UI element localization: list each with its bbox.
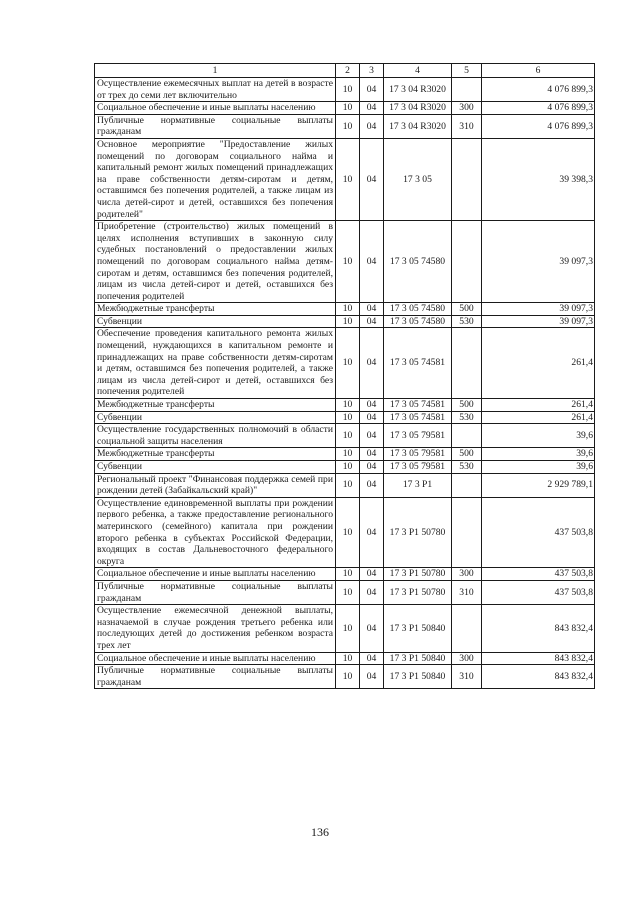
- row-description: Обеспечение проведения капитального ремонта жилых помещений, нуждающихся в капитальном ремонте и принадлежащих на праве собственности детям-сиротам и детям, оставшимся без попечения родителей, а также лицам из числа детей-сирот и детей, оставшихся без попечения родителей: [95, 328, 336, 399]
- row-expense-type: 300: [452, 652, 482, 665]
- row-target-article: 17 3 05 79581: [384, 424, 452, 448]
- row-expense-type: 500: [452, 448, 482, 461]
- row-expense-type: [452, 473, 482, 497]
- row-expense-type: [452, 221, 482, 303]
- row-target-article: 17 3 05 74580: [384, 315, 452, 328]
- row-expense-type: 310: [452, 114, 482, 138]
- row-subsection: 04: [360, 328, 384, 399]
- row-subsection: 04: [360, 580, 384, 604]
- table-row: [95, 652, 595, 665]
- row-description: Публичные нормативные социальные выплаты гражданам: [95, 665, 336, 689]
- row-section: 10: [336, 652, 360, 665]
- row-section: 10: [336, 473, 360, 497]
- row-expense-type: 300: [452, 102, 482, 115]
- row-amount: 39,6: [482, 424, 595, 448]
- header-cell: 1: [95, 64, 336, 78]
- row-amount: 39 097,3: [482, 221, 595, 303]
- row-target-article: 17 3 P1 50840: [384, 665, 452, 689]
- table-row: [95, 221, 595, 303]
- row-expense-type: [452, 78, 482, 102]
- row-expense-type: 310: [452, 580, 482, 604]
- page-number: 136: [311, 825, 329, 839]
- row-amount: 843 832,4: [482, 665, 595, 689]
- row-amount: 39 398,3: [482, 138, 595, 220]
- row-expense-type: 500: [452, 399, 482, 412]
- row-target-article: 17 3 04 R3020: [384, 102, 452, 115]
- table-row: [95, 448, 595, 461]
- row-amount: 39,6: [482, 448, 595, 461]
- row-section: 10: [336, 448, 360, 461]
- row-section: 10: [336, 138, 360, 220]
- row-subsection: 04: [360, 665, 384, 689]
- row-subsection: 04: [360, 652, 384, 665]
- row-subsection: 04: [360, 424, 384, 448]
- row-description: Субвенции: [95, 461, 336, 474]
- row-subsection: 04: [360, 78, 384, 102]
- row-amount: 2 929 789,1: [482, 473, 595, 497]
- table-row: [95, 102, 595, 115]
- row-amount: 261,4: [482, 399, 595, 412]
- row-subsection: 04: [360, 448, 384, 461]
- table-row: [95, 328, 595, 399]
- table-row: [95, 473, 595, 497]
- row-section: 10: [336, 102, 360, 115]
- row-target-article: 17 3 P1 50840: [384, 652, 452, 665]
- row-amount: 843 832,4: [482, 605, 595, 652]
- table-row: [95, 605, 595, 652]
- row-section: 10: [336, 568, 360, 581]
- row-target-article: 17 3 05 74581: [384, 328, 452, 399]
- row-description: Социальное обеспечение и иные выплаты населению: [95, 652, 336, 665]
- row-subsection: 04: [360, 315, 384, 328]
- row-amount: 4 076 899,3: [482, 114, 595, 138]
- row-section: 10: [336, 424, 360, 448]
- table-row: [95, 399, 595, 412]
- row-amount: 437 503,8: [482, 568, 595, 581]
- row-description: Субвенции: [95, 315, 336, 328]
- row-target-article: 17 3 P1 50840: [384, 605, 452, 652]
- row-amount: 39,6: [482, 461, 595, 474]
- budget-table: [94, 63, 595, 689]
- table-row: [95, 411, 595, 424]
- row-description: Межбюджетные трансферты: [95, 399, 336, 412]
- row-subsection: 04: [360, 473, 384, 497]
- row-target-article: 17 3 05 79581: [384, 448, 452, 461]
- row-target-article: 17 3 05 74580: [384, 303, 452, 316]
- row-section: 10: [336, 221, 360, 303]
- row-description: Осуществление единовременной выплаты при рождении первого ребенка, а также предоставление регионального материнского (семейного) капитала при рождении второго ребенка в субъектах Российской Федерации, входящих в состав Дальневосточного федерального округа: [95, 497, 336, 568]
- row-target-article: 17 3 04 R3020: [384, 78, 452, 102]
- row-expense-type: [452, 424, 482, 448]
- row-amount: 39 097,3: [482, 315, 595, 328]
- row-description: Публичные нормативные социальные выплаты гражданам: [95, 114, 336, 138]
- table-row: [95, 497, 595, 568]
- row-target-article: 17 3 05: [384, 138, 452, 220]
- row-description: Осуществление ежемесячных выплат на детей в возрасте от трех до семи лет включительно: [95, 78, 336, 102]
- row-expense-type: [452, 138, 482, 220]
- table-row: [95, 114, 595, 138]
- row-section: 10: [336, 461, 360, 474]
- table-row: [95, 424, 595, 448]
- header-cell: 2: [336, 64, 360, 78]
- row-description: Межбюджетные трансферты: [95, 448, 336, 461]
- row-description: Осуществление государственных полномочий в области социальной защиты населения: [95, 424, 336, 448]
- table-row: [95, 580, 595, 604]
- row-target-article: 17 3 P1 50780: [384, 580, 452, 604]
- row-expense-type: 300: [452, 568, 482, 581]
- table-row: [95, 315, 595, 328]
- table-row: [95, 78, 595, 102]
- row-section: 10: [336, 303, 360, 316]
- row-expense-type: 310: [452, 665, 482, 689]
- row-subsection: 04: [360, 138, 384, 220]
- row-section: 10: [336, 497, 360, 568]
- table-row: [95, 568, 595, 581]
- row-expense-type: 500: [452, 303, 482, 316]
- row-section: 10: [336, 315, 360, 328]
- row-target-article: 17 3 P1 50780: [384, 568, 452, 581]
- row-section: 10: [336, 399, 360, 412]
- table-row: [95, 665, 595, 689]
- row-section: 10: [336, 580, 360, 604]
- row-expense-type: [452, 328, 482, 399]
- row-expense-type: 530: [452, 315, 482, 328]
- row-target-article: 17 3 05 74580: [384, 221, 452, 303]
- row-section: 10: [336, 605, 360, 652]
- row-subsection: 04: [360, 605, 384, 652]
- row-description: Социальное обеспечение и иные выплаты населению: [95, 102, 336, 115]
- row-amount: 261,4: [482, 411, 595, 424]
- row-subsection: 04: [360, 461, 384, 474]
- row-amount: 39 097,3: [482, 303, 595, 316]
- row-description: Публичные нормативные социальные выплаты гражданам: [95, 580, 336, 604]
- row-description: Межбюджетные трансферты: [95, 303, 336, 316]
- row-expense-type: 530: [452, 461, 482, 474]
- row-amount: 843 832,4: [482, 652, 595, 665]
- row-expense-type: [452, 605, 482, 652]
- row-subsection: 04: [360, 303, 384, 316]
- row-expense-type: [452, 497, 482, 568]
- row-target-article: 17 3 P1: [384, 473, 452, 497]
- row-subsection: 04: [360, 568, 384, 581]
- row-target-article: 17 3 05 74581: [384, 411, 452, 424]
- table-body: [95, 64, 595, 689]
- row-subsection: 04: [360, 114, 384, 138]
- header-cell: 4: [384, 64, 452, 78]
- row-section: 10: [336, 78, 360, 102]
- row-description: Субвенции: [95, 411, 336, 424]
- table-header-row: [95, 64, 595, 78]
- header-cell: 5: [452, 64, 482, 78]
- table-row: [95, 138, 595, 220]
- row-subsection: 04: [360, 221, 384, 303]
- row-description: Осуществление ежемесячной денежной выплаты, назначаемой в случае рождения третьего ребенка или последующих детей до достижения ребенком возраста трех лет: [95, 605, 336, 652]
- row-amount: 4 076 899,3: [482, 102, 595, 115]
- row-amount: 261,4: [482, 328, 595, 399]
- row-subsection: 04: [360, 411, 384, 424]
- header-cell: 3: [360, 64, 384, 78]
- row-subsection: 04: [360, 102, 384, 115]
- row-section: 10: [336, 411, 360, 424]
- row-subsection: 04: [360, 399, 384, 412]
- row-amount: 437 503,8: [482, 580, 595, 604]
- header-cell: 6: [482, 64, 595, 78]
- table-row: [95, 461, 595, 474]
- row-amount: 437 503,8: [482, 497, 595, 568]
- row-description: Социальное обеспечение и иные выплаты населению: [95, 568, 336, 581]
- row-target-article: 17 3 05 79581: [384, 461, 452, 474]
- row-description: Приобретение (строительство) жилых помещений в целях исполнения вступивших в законную силу судебных постановлений о предоставлении жилых помещений по договорам социального найма детям-сиротам и детям, оставшимся без попечения родителей, лицам из числа детей-сирот и детей, оставшихся без попечения родителей: [95, 221, 336, 303]
- row-section: 10: [336, 665, 360, 689]
- row-description: Региональный проект "Финансовая поддержка семей при рождении детей (Забайкальский край)": [95, 473, 336, 497]
- row-description: Основное мероприятие "Предоставление жилых помещений по договорам социального найма и капитальный ремонт жилых помещений принадлежащих на праве собственности детям-сиротам и детям, оставшимся без попечения родителей, а также лицам из числа детей-сирот и детей, оставшихся без попечения родителей": [95, 138, 336, 220]
- row-section: 10: [336, 114, 360, 138]
- row-amount: 4 076 899,3: [482, 78, 595, 102]
- row-target-article: 17 3 04 R3020: [384, 114, 452, 138]
- row-section: 10: [336, 328, 360, 399]
- row-target-article: 17 3 P1 50780: [384, 497, 452, 568]
- row-target-article: 17 3 05 74581: [384, 399, 452, 412]
- table-row: [95, 303, 595, 316]
- row-expense-type: 530: [452, 411, 482, 424]
- row-subsection: 04: [360, 497, 384, 568]
